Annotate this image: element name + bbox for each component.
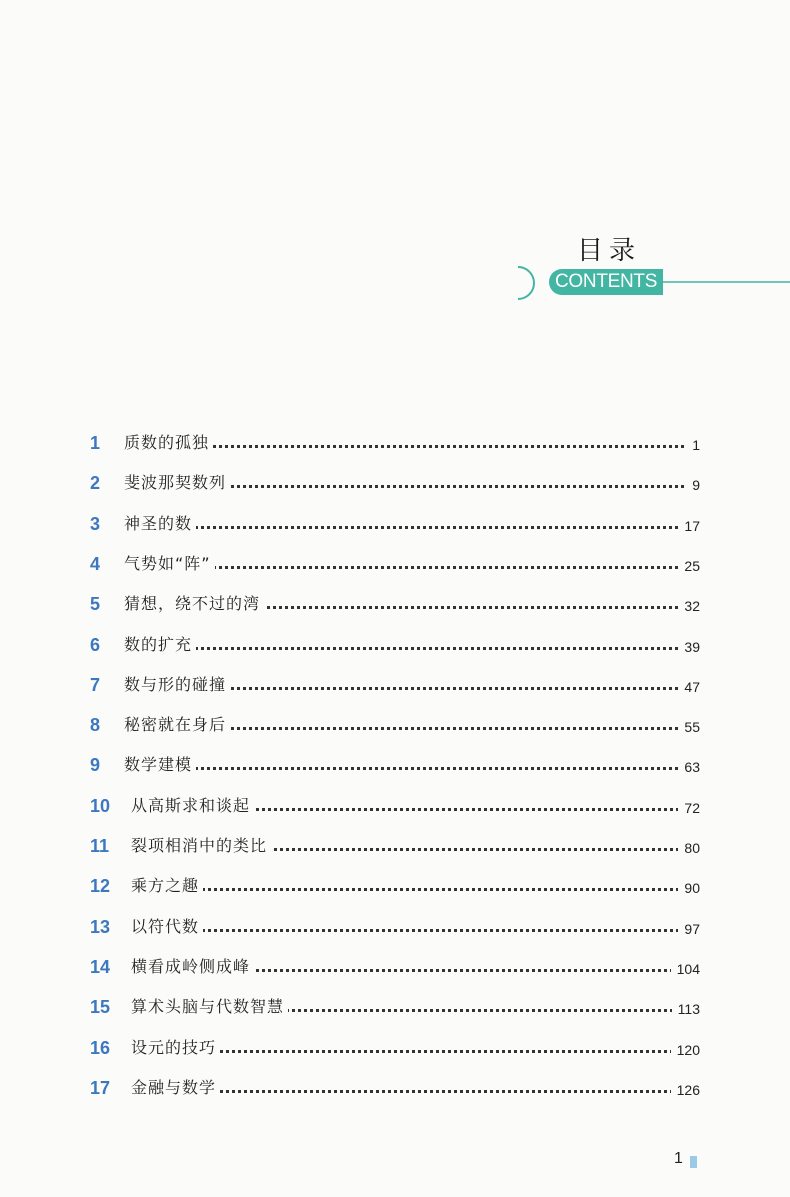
toc-entry-page: 17 <box>678 514 700 538</box>
page-number: 1 <box>674 1150 683 1167</box>
toc-entry-page: 120 <box>671 1038 700 1062</box>
toc-entry-page: 47 <box>678 675 700 699</box>
toc-entry-title: 神圣的数 <box>124 512 196 536</box>
toc-entry-number: 10 <box>90 796 111 816</box>
toc-entry-number: 3 <box>90 514 101 534</box>
toc-entry-page: 113 <box>672 997 700 1021</box>
toc-entry[interactable] <box>90 995 700 1019</box>
page-title: 目录 <box>577 236 642 266</box>
toc-entry-number: 4 <box>90 554 101 574</box>
toc-entry-title: 以符代数 <box>131 915 203 939</box>
page-number-marker <box>690 1156 697 1168</box>
toc-entry-title: 猜想，绕不过的湾 <box>124 592 264 616</box>
toc-entry[interactable] <box>90 794 700 818</box>
toc-entry-number: 11 <box>90 836 110 856</box>
toc-entry-number: 6 <box>90 635 101 655</box>
toc-entry-page: 9 <box>686 473 700 497</box>
toc-entry-page: 126 <box>671 1078 700 1102</box>
toc-entry-page: 80 <box>678 836 700 860</box>
toc-entry[interactable] <box>90 512 700 536</box>
toc-entry-title: 质数的孤独 <box>124 431 213 455</box>
toc-leader-dots <box>124 523 690 529</box>
toc-entry-number: 9 <box>90 755 101 775</box>
toc-entry-title: 气势如“阵” <box>124 552 215 576</box>
toc-entry[interactable] <box>90 1076 700 1100</box>
toc-entry-page: 90 <box>678 876 700 900</box>
toc-entry[interactable] <box>90 673 700 697</box>
contents-label: CONTENTS <box>549 269 663 295</box>
toc-entry-number: 17 <box>90 1078 111 1098</box>
toc-entry-number: 14 <box>90 957 111 977</box>
toc-entry-page: 63 <box>678 755 700 779</box>
toc-entry[interactable] <box>90 874 700 898</box>
toc-entry-number: 16 <box>90 1038 111 1058</box>
toc-entry-title: 数的扩充 <box>124 633 196 657</box>
toc-entry-page: 1 <box>686 433 700 457</box>
toc-entry-title: 设元的技巧 <box>131 1036 220 1060</box>
toc-entry[interactable] <box>90 633 700 657</box>
toc-entry-number: 8 <box>90 715 101 735</box>
toc-leader-dots <box>131 885 690 891</box>
toc-entry-title: 金融与数学 <box>131 1076 220 1100</box>
toc-entry[interactable] <box>90 753 700 777</box>
toc-entry-title: 裂项相消中的类比 <box>131 834 271 858</box>
toc-entry-page: 104 <box>671 957 700 981</box>
toc-entry[interactable] <box>90 1036 700 1060</box>
toc-entry[interactable] <box>90 834 700 858</box>
toc-entry-number: 12 <box>90 876 111 896</box>
toc-entry[interactable] <box>90 471 700 495</box>
contents-banner <box>515 265 790 301</box>
toc-leader-dots <box>124 764 690 770</box>
toc-entry-title: 从高斯求和谈起 <box>131 794 254 818</box>
toc-entry-title: 秘密就在身后 <box>124 713 230 737</box>
toc-entry[interactable] <box>90 552 700 576</box>
toc-entry[interactable] <box>90 955 700 979</box>
toc-entry-page: 55 <box>678 715 700 739</box>
toc-entry-number: 7 <box>90 675 101 695</box>
toc-entry[interactable] <box>90 592 700 616</box>
toc-leader-dots <box>131 926 690 932</box>
toc-entry-title: 数与形的碰撞 <box>124 673 230 697</box>
toc-entry[interactable] <box>90 713 700 737</box>
toc-entry-page: 72 <box>678 796 700 820</box>
toc-entry-title: 乘方之趣 <box>131 874 203 898</box>
toc-leader-dots <box>124 644 690 650</box>
toc-entry-title: 算术头脑与代数智慧 <box>131 995 288 1019</box>
toc-entry[interactable] <box>90 431 700 455</box>
toc-entry-number: 1 <box>90 433 101 453</box>
toc-entry-number: 2 <box>90 473 101 493</box>
toc-entry-page: 39 <box>678 635 700 659</box>
toc-entry-page: 97 <box>678 917 700 941</box>
toc-entry-page: 25 <box>678 554 700 578</box>
toc-entry-page: 32 <box>678 594 700 618</box>
toc-entry-title: 斐波那契数列 <box>124 471 230 495</box>
toc-entry-number: 5 <box>90 594 101 614</box>
toc-entry-number: 13 <box>90 917 111 937</box>
toc-entry-title: 数学建模 <box>124 753 196 777</box>
toc-entry-number: 15 <box>90 997 111 1017</box>
toc-entry[interactable] <box>90 915 700 939</box>
toc-entry-title: 横看成岭侧成峰 <box>131 955 254 979</box>
